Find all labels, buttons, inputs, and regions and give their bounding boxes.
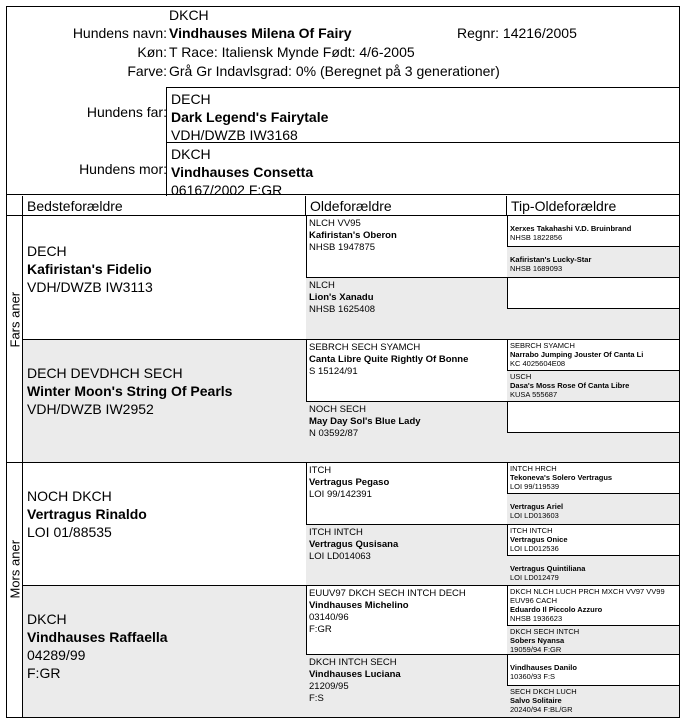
pedigree-document: [6, 6, 680, 718]
ggg-title: SEBRCH SYAMCH: [510, 341, 575, 350]
greatgrandparent-title: NLCH: [309, 280, 335, 291]
dam-label: Hundens mor:: [79, 161, 167, 177]
ggg-reg: KUSA 555687: [510, 390, 558, 399]
ggg-cell: [507, 626, 679, 655]
ggg-cell: [507, 340, 679, 371]
grandparent-reg: 04289/99: [27, 647, 86, 663]
sire-name: Dark Legend's Fairytale: [171, 109, 329, 125]
ggg-cell-empty: [507, 433, 679, 463]
grandparent-title: DKCH: [27, 611, 67, 627]
sire-box: [166, 87, 680, 143]
dog-name-label: Hundens navn:: [72, 25, 167, 41]
grandparent-cell: [23, 340, 307, 463]
side-label-sire: Fars aner: [7, 291, 23, 348]
grandparent-cell: [23, 586, 307, 717]
ggg-name: Sobers Nyansa: [510, 636, 565, 645]
grandparent-reg: VDH/DWZB IW2952: [27, 401, 154, 417]
greatgrandparent-name: Vertragus Qusisana: [309, 539, 399, 550]
grandparent-name: Winter Moon's String Of Pearls: [27, 383, 233, 399]
sire-reg: VDH/DWZB IW3168: [171, 127, 298, 143]
greatgrandparent-cell: [306, 586, 508, 655]
dog-sex-label: Køn:: [137, 44, 167, 60]
ggg-reg: NHSB 1822856: [510, 233, 563, 242]
dam-name: Vindhauses Consetta: [171, 164, 314, 180]
greatgrandparent-reg: 21209/95: [309, 681, 349, 692]
ggg-cell-empty: [507, 309, 679, 340]
column-header-greatgreatgrandparents: Tip-Oldeforældre: [507, 196, 679, 216]
ggg-title: DKCH SECH INTCH: [510, 627, 580, 636]
greatgrandparent-name: Lion's Xanadu: [309, 292, 374, 303]
ggg-name: Vindhauses Danilo: [510, 663, 577, 672]
grandparent-title: DECH: [27, 243, 67, 259]
ggg-cell-empty: [507, 402, 679, 433]
greatgrandparent-name: Vindhauses Michelino: [309, 600, 409, 611]
grandparent-name: Kafiristan's Fidelio: [27, 261, 152, 277]
ggg-name: Vertragus Onice: [510, 535, 568, 544]
greatgrandparent-title: NOCH SECH: [309, 404, 367, 415]
corner-cell: [7, 196, 23, 216]
ggg-reg: 10360/93 F:S: [510, 672, 556, 681]
sire-label: Hundens far:: [86, 104, 167, 120]
dog-regnr: Regnr: 14216/2005: [457, 25, 577, 41]
dog-header: [7, 7, 679, 198]
dam-box: [166, 142, 680, 196]
ggg-title: DKCH NLCH LUCH PRCH MXCH VV97 VV99: [510, 587, 665, 596]
ggg-title: ITCH INTCH: [510, 526, 553, 535]
ggg-title: SECH DKCH LUCH: [510, 687, 577, 696]
ggg-reg: NHSB 1689093: [510, 264, 563, 273]
ggg-cell: [507, 494, 679, 525]
greatgrandparent-extra: F:S: [309, 693, 324, 704]
ggg-name: Eduardo Il Piccolo Azzuro: [510, 605, 603, 614]
ggg-name: Vertragus Ariel: [510, 502, 564, 511]
ggg-cell: [507, 556, 679, 586]
grandparent-extra: F:GR: [27, 665, 61, 681]
grandparent-name: Vindhauses Raffaella: [27, 629, 168, 645]
grandparent-cell: [23, 463, 307, 586]
ggg-cell: [507, 247, 679, 278]
ggg-name: Narrabo Jumping Jouster Of Canta Li: [510, 350, 644, 359]
greatgrandparent-reg: S 15124/91: [309, 366, 358, 377]
grandparent-title: DECH DEVDHCH SECH: [27, 365, 183, 381]
greatgrandparent-name: May Day Sol's Blue Lady: [309, 416, 421, 427]
greatgrandparent-title: DKCH INTCH SECH: [309, 657, 397, 668]
ggg-cell: [507, 371, 679, 402]
side-label-dam: Mors aner: [7, 539, 23, 599]
greatgrandparent-reg: NHSB 1947875: [309, 242, 376, 253]
ggg-cell-empty: [507, 278, 679, 309]
greatgrandparent-reg: N 03592/87: [309, 428, 359, 439]
greatgrandparent-cell: [306, 402, 508, 463]
greatgrandparent-cell: [306, 525, 508, 586]
ggg-cell: [507, 655, 679, 686]
dam-reg: 06167/2002 F:GR: [171, 182, 283, 198]
dam-title: DKCH: [171, 146, 211, 162]
greatgrandparent-title: ITCH INTCH: [309, 527, 363, 538]
greatgrandparent-name: Canta Libre Quite Rightly Of Bonne: [309, 354, 469, 365]
ggg-cell: [507, 686, 679, 717]
ggg-name: Xerxes Takahashi V.D. Bruinbrand: [510, 224, 632, 233]
greatgrandparent-reg: NHSB 1625408: [309, 304, 376, 315]
ggg-name: Vertragus Quintiliana: [510, 564, 586, 573]
ggg-cell: [507, 216, 679, 247]
greatgrandparent-extra: F:GR: [309, 624, 332, 635]
pedigree-table: [7, 196, 679, 717]
dog-color-label: Farve:: [127, 63, 167, 79]
greatgrandparent-reg: LOI 99/142391: [309, 489, 372, 500]
greatgrandparent-title: EUUV97 DKCH SECH INTCH DECH: [309, 588, 466, 599]
ggg-reg: LOI LD012536: [510, 544, 559, 553]
sire-title: DECH: [171, 91, 211, 107]
ggg-reg: 20240/94 F:BL/GR: [510, 705, 573, 714]
grandparent-cell: [23, 216, 307, 340]
greatgrandparent-reg: LOI LD014063: [309, 551, 371, 562]
ggg-reg: KC 4025604E08: [510, 359, 566, 368]
greatgrandparent-title: SEBRCH SECH SYAMCH: [309, 342, 421, 353]
greatgrandparent-name: Kafiristan's Oberon: [309, 230, 397, 241]
ggg-reg: 19059/94 F:GR: [510, 645, 562, 654]
grandparent-reg: VDH/DWZB IW3113: [27, 279, 153, 295]
ggg-name: Kafiristan's Lucky-Star: [510, 255, 592, 264]
ggg-cell: [507, 586, 679, 626]
dog-title: DKCH: [169, 7, 209, 23]
ggg-cell: [507, 525, 679, 556]
greatgrandparent-name: Vindhauses Luciana: [309, 669, 401, 680]
ggg-name: Salvo Solitaire: [510, 696, 562, 705]
ggg-name: Dasa's Moss Rose Of Canta Libre: [510, 381, 630, 390]
ggg-cell: [507, 463, 679, 494]
ggg-reg: LOI LD013603: [510, 511, 559, 520]
side-sire-line: [7, 216, 23, 463]
dog-color-line: Grå Gr Indavlsgrad: 0% (Beregnet på 3 generationer): [169, 63, 500, 79]
ggg-reg: NHSB 1936623: [510, 614, 563, 623]
ggg-title: INTCH HRCH: [510, 464, 557, 473]
greatgrandparent-title: NLCH VV95: [309, 218, 361, 229]
greatgrandparent-title: ITCH: [309, 465, 332, 476]
ggg-name: Tekoneva's Solero Vertragus: [510, 473, 613, 482]
greatgrandparent-cell: [306, 463, 508, 525]
column-header-greatgrandparents: Oldeforældre: [306, 196, 507, 216]
ggg-reg: LOI LD012479: [510, 573, 559, 582]
dog-name: Vindhauses Milena Of Fairy: [169, 25, 352, 41]
ggg-reg: LOI 99/119539: [510, 482, 560, 491]
grandparent-reg: LOI 01/88535: [27, 524, 112, 540]
side-dam-line: [7, 463, 23, 717]
ggg-title-line2: EUV96 CACH: [510, 596, 558, 605]
greatgrandparent-cell: [306, 655, 508, 717]
greatgrandparent-reg: 03140/96: [309, 612, 349, 623]
grandparent-title: NOCH DKCH: [27, 488, 112, 504]
column-header-grandparents: Bedsteforældre: [23, 196, 306, 216]
greatgrandparent-name: Vertragus Pegaso: [309, 477, 390, 488]
dog-sex-line: T Race: Italiensk Mynde Født: 4/6-2005: [169, 44, 415, 60]
ggg-title: USCH: [510, 372, 532, 381]
grandparent-name: Vertragus Rinaldo: [27, 506, 147, 522]
greatgrandparent-cell: [306, 216, 508, 278]
greatgrandparent-cell: [306, 340, 508, 402]
greatgrandparent-cell: [306, 278, 508, 340]
